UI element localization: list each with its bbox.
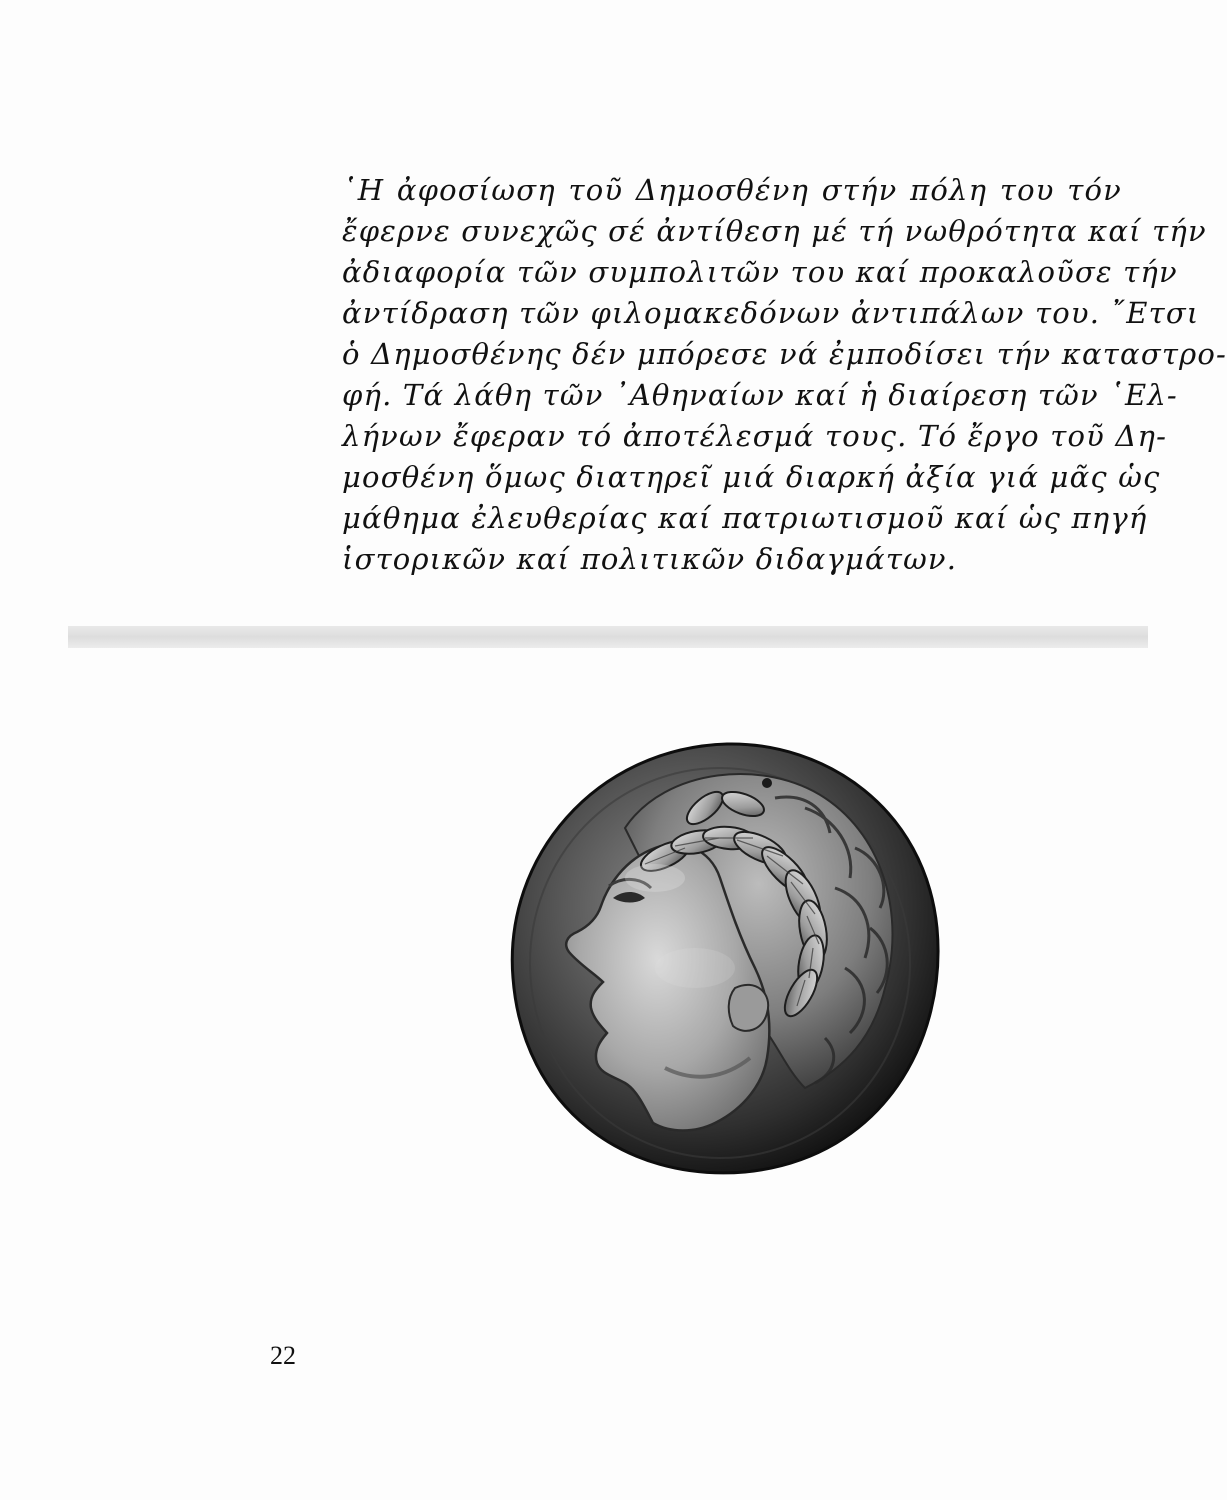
text-line: φή. Τά λάθη τῶν ᾿Αθηναίων καί ἡ διαίρεση τῶν ῾Ελ- bbox=[342, 378, 1178, 412]
text-line: ἱστορικῶν καί πολιτικῶν διδαγμάτων. bbox=[342, 542, 958, 576]
text-line: μάθημα ἐλευθερίας καί πατριωτισμοῦ καί ὡς πηγή bbox=[342, 501, 1148, 535]
text-line: ῾Η ἀφοσίωση τοῦ Δημοσθένη στήν πόλη του τόν bbox=[342, 173, 1122, 207]
text-line: ἔφερνε συνεχῶς σέ ἀντίθεση μέ τή νωθρότητα καί τήν bbox=[342, 214, 1207, 248]
coin-illustration bbox=[505, 738, 945, 1178]
text-line: λήνων ἔφεραν τό ἀποτέλεσμά τους. Τό ἔργο τοῦ Δη- bbox=[342, 419, 1168, 453]
body-paragraph bbox=[342, 170, 1227, 580]
text-line: μοσθένη ὅμως διατηρεῖ μιά διαρκή ἀξία γιά μᾶς ὡς bbox=[342, 460, 1161, 494]
page-number: 22 bbox=[270, 1341, 296, 1370]
text-line: ἀντίδραση τῶν φιλομακεδόνων ἀντιπάλων του. ῎Ετσι bbox=[342, 296, 1200, 330]
scan-band-divider bbox=[68, 626, 1148, 648]
ear bbox=[729, 985, 768, 1031]
text-line: ἀδιαφορία τῶν συμπολιτῶν του καί προκαλοῦσε τήν bbox=[342, 255, 1178, 289]
coin-image bbox=[505, 738, 945, 1178]
text-line: ὁ Δημοσθένης δέν μπόρεσε νά ἐμποδίσει τήν καταστρο- bbox=[342, 337, 1227, 371]
